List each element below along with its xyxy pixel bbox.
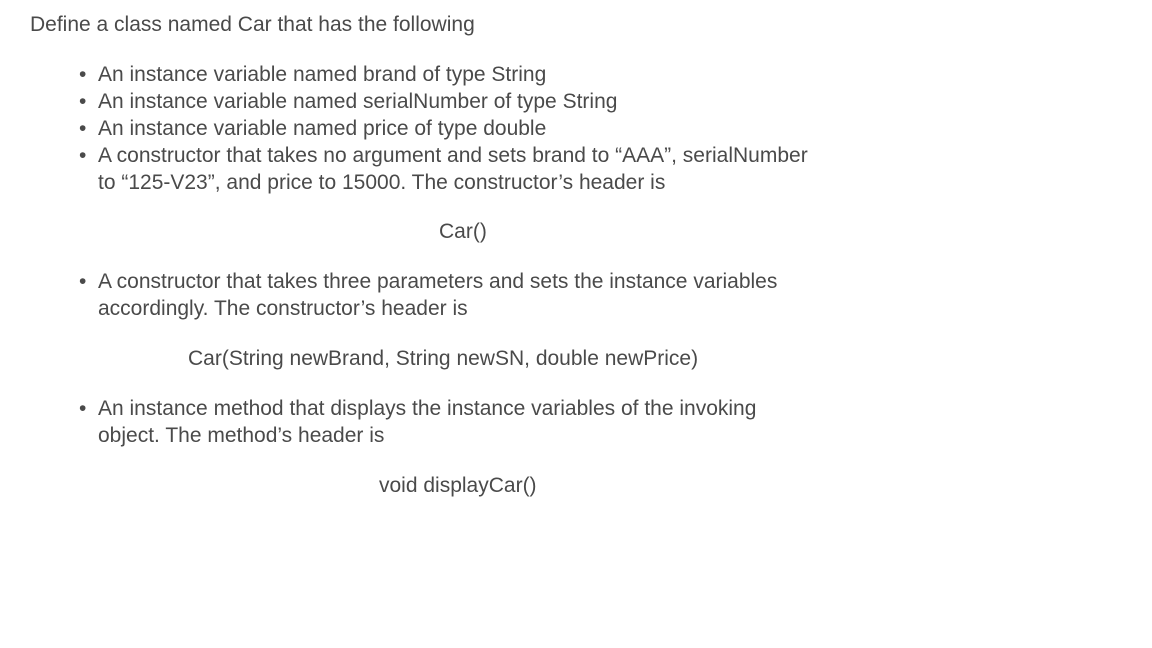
list-item-line: A constructor that takes three parameters and sets the instance variables	[98, 270, 778, 293]
list-item-parameter-constructor	[79, 268, 898, 322]
list-item-line: object. The method’s header is	[98, 424, 385, 447]
bullet-icon: •	[79, 144, 87, 167]
parameter-constructor-header: Car(String newBrand, String newSN, double newPrice)	[188, 347, 699, 370]
bullet-icon: •	[79, 63, 87, 86]
list-item-default-constructor	[79, 142, 898, 196]
bullet-icon: •	[79, 270, 87, 293]
bullet-icon: •	[79, 117, 87, 140]
bullet-icon: •	[79, 397, 87, 420]
list-item-brand	[79, 61, 898, 88]
list-item-price	[79, 115, 898, 142]
list-item-line: A constructor that takes no argument and sets brand to “AAA”, serialNumber	[98, 144, 808, 167]
intro-text: Define a class named Car that has the following	[30, 13, 475, 36]
default-constructor-header: Car()	[439, 220, 487, 243]
list-item-line: An instance method that displays the instance variables of the invoking	[98, 397, 757, 420]
list-item-line: to “125-V23”, and price to 15000. The constructor’s header is	[98, 171, 666, 194]
list-item-text: An instance variable named serialNumber of type String	[98, 90, 618, 113]
list-item-text: An instance variable named brand of type String	[98, 63, 547, 86]
list-item-serial-number	[79, 88, 898, 115]
list-item-line: accordingly. The constructor’s header is	[98, 297, 468, 320]
list-item-text: An instance variable named price of type double	[98, 117, 547, 140]
list-item-display-method	[79, 395, 898, 449]
bullet-icon: •	[79, 90, 87, 113]
display-method-header: void displayCar()	[379, 474, 537, 497]
